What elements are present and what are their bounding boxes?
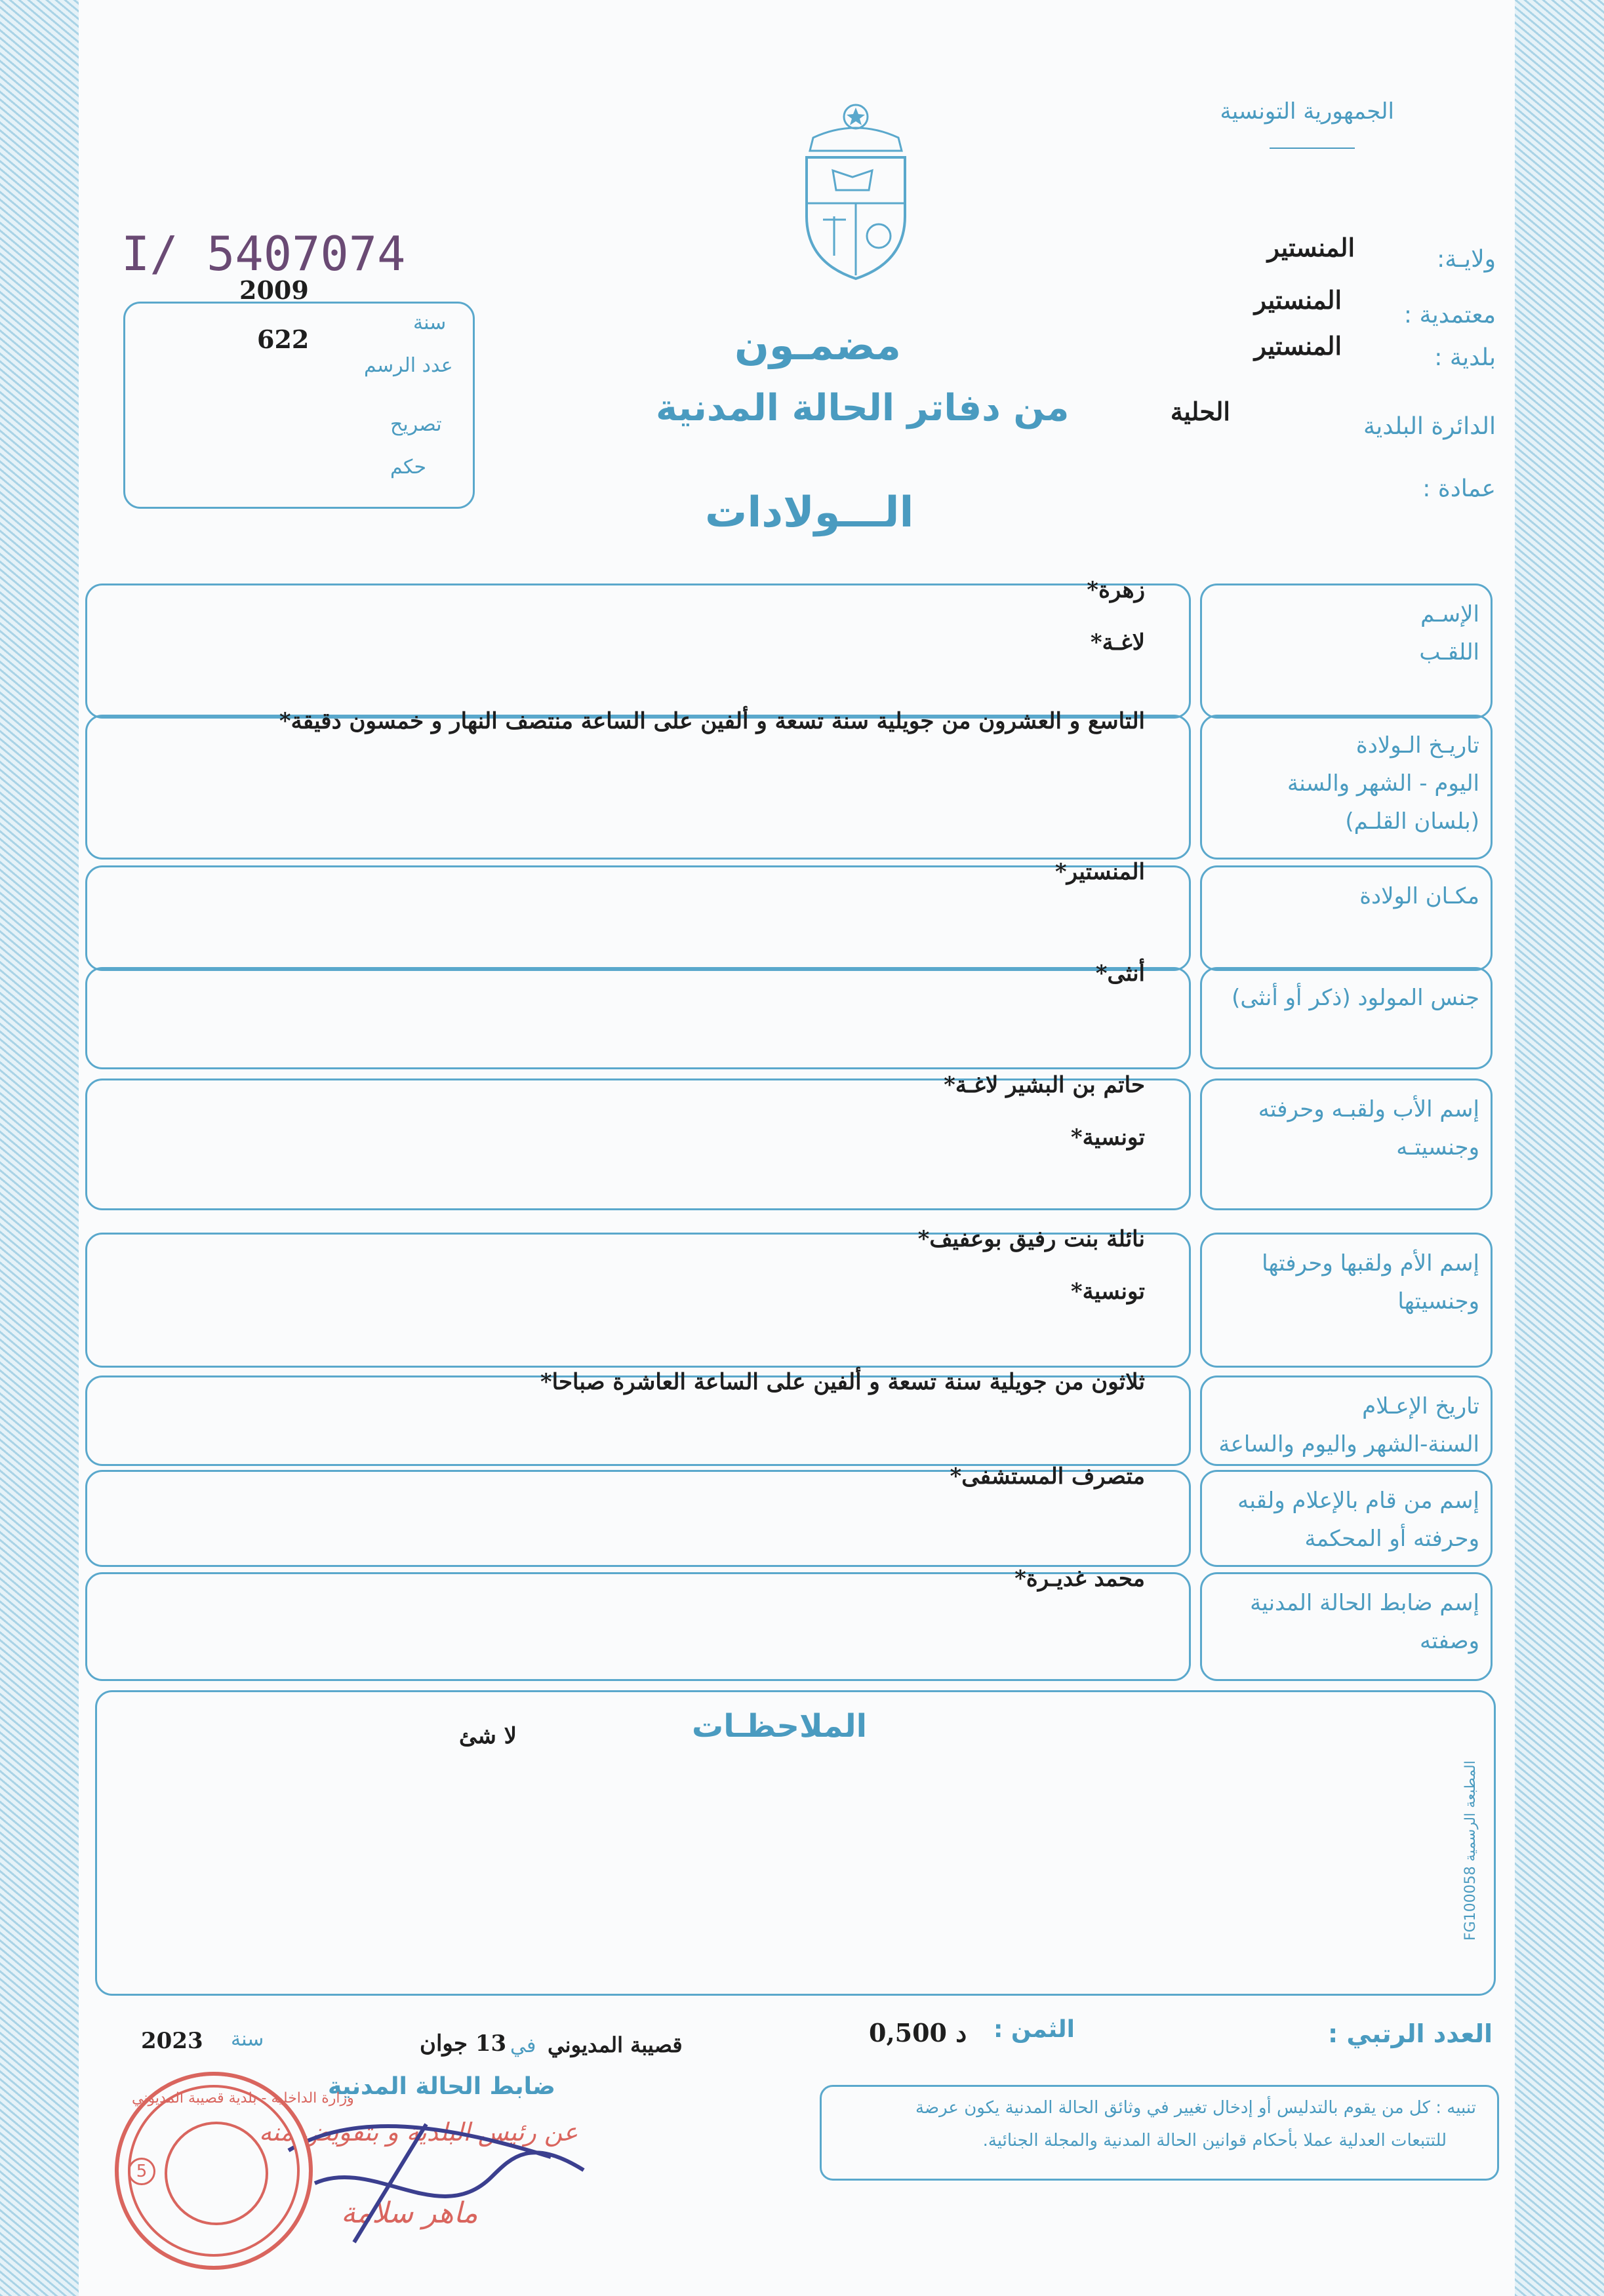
registry-number-label: عدد الرسم [364,354,453,377]
field-label [1211,1584,1479,1660]
field-label-line: إسم ضابط الحالة المدنية [1250,1590,1479,1616]
issue-date: 13 جوان [420,2030,507,2057]
field-label-line: اليوم - الشهر والسنة [1287,770,1479,797]
guilloche-border-left [0,0,92,2296]
serial-number: I/ 5407074 [121,226,406,281]
district-label: الدائرة البلدية [1363,413,1496,440]
field-value [96,1356,1145,1408]
stamp-text: وزارة الداخلية - بلدية قصيبة المديوني [132,2090,354,2107]
field-label [1211,1387,1479,1463]
registry-year-value: 2009 [239,275,309,305]
field-value [96,564,1145,669]
registry-number-value: 622 [257,325,310,354]
omda-label: عمادة : [1422,475,1496,502]
official-stamp [115,2072,354,2270]
field-label-line: وحرفته أو المحكمة [1304,1526,1479,1552]
field-value-line: حاتم بن البشير لاغـة* [944,1072,1145,1098]
officer-title: ضابط الحالة المدنية [328,2073,555,2100]
issue-year-value: 2023 [141,2028,203,2054]
warning-line-2: للتتبعات العدلية عملا بأحكام قوانين الحالة المدنية والمجلة الجنائية. [982,2131,1447,2150]
field-value-line: تونسية* [1070,1278,1145,1305]
field-label-line: مكـان الولادة [1359,883,1479,909]
field-value-line: أنثى* [1095,960,1145,987]
field-value-line: لاغـة* [1090,629,1145,656]
field-label-line: اللقـب [1419,639,1479,665]
price-label: الثمن : [993,2016,1075,2043]
republic-underline [1270,148,1355,149]
order-number-label: العدد الرتبي : [1327,2019,1493,2048]
guilloche-border-right [1506,0,1604,2296]
warning-line-1: تنبيه : كل من يقوم بالتدليس أو إدخال تغيير في وثائق الحالة المدنية يكون عرضة [915,2098,1476,2118]
field-value-line: زهرة* [1087,577,1145,603]
field-label [1211,1482,1479,1558]
remarks-value: لا شئ [459,1723,517,1749]
printer-mark: المطبعة الرسمية FG100058 [1462,1760,1479,1941]
signature-icon [275,2098,603,2249]
municipality-label: بلدية : [1434,344,1496,371]
issue-year-label: سنة [231,2028,264,2051]
district-value: الحلية [1170,397,1230,426]
wilaya-value: المنستير [1267,233,1355,262]
officer-delegation: عن رئيس البلدية و بتفويض منه [259,2118,578,2147]
field-value [96,1059,1145,1164]
field-value [96,1213,1145,1318]
wilaya-label: ولايـة: [1437,246,1496,273]
field-label [1211,979,1479,1017]
field-label [1211,1244,1479,1320]
delegation-value: المنستير [1254,285,1342,315]
title-extract: مضمـون [734,321,902,369]
field-label-line: وجنسيتها [1397,1288,1479,1315]
field-value-line: متصرف المستشفى* [950,1463,1145,1490]
field-label-line: تاريـخ الـولادة [1355,732,1479,759]
field-label-line: السنة-الشهر واليوم والساعة [1218,1431,1479,1457]
remarks-label: الملاحظـات [692,1708,868,1745]
field-value-line: محمد غديـرة* [1014,1566,1145,1592]
registry-judgment-label: حكم [390,456,427,479]
field-value-line: المنستير* [1054,859,1145,885]
field-label-line: (بلسان القلـم) [1345,808,1479,835]
field-label-line: جنس المولود (ذكر أو أنثى) [1232,985,1479,1011]
field-value-line: نائلة بنت رفيق بوعفيف* [917,1226,1145,1252]
field-value-line: ثلاثون من جويلية سنة تسعة و ألفين على الساعة العاشرة صباحا* [540,1369,1145,1395]
field-value [96,947,1145,1000]
field-label [1211,595,1479,671]
field-label [1211,1090,1479,1166]
municipality-value: المنستير [1254,331,1342,361]
title-births: الـــولادات [705,488,914,537]
field-value [96,846,1145,898]
price-value: 0,500 د [869,2018,967,2048]
field-value-line: التاسع و العشرون من جويلية سنة تسعة و ألفين على الساعة منتصف النهار و خمسون دقيقة* [279,708,1145,734]
field-value [96,1553,1145,1605]
field-label-line: الإسـم [1420,601,1479,627]
issue-place: قصيبة المديوني [548,2032,683,2057]
field-label-line: إسم من قام بالإعلام ولقبه [1237,1488,1479,1514]
field-value [96,1450,1145,1503]
registry-declaration-label: تصريح [390,413,442,436]
field-label-line: إسم الأم ولقبها وحرفتها [1262,1250,1479,1277]
field-label-line: إسم الأب ولقبـه وحرفته [1258,1096,1479,1122]
field-label-line: وصفته [1420,1628,1479,1654]
republic-label: الجمهورية التونسية [1220,98,1394,125]
officer-name: ماهر سلامة [341,2196,478,2230]
field-label [1211,726,1479,841]
field-value [96,695,1145,747]
field-label-line: تاريخ الإعـلام [1362,1393,1479,1419]
stamp-emblem [165,2122,268,2225]
field-label [1211,877,1479,915]
delegation-label: معتمدية : [1403,302,1496,328]
registry-year-label: سنة [413,311,447,334]
issue-in-label: في [510,2034,536,2057]
stamp-number: 5 [128,2158,155,2185]
field-label-line: وجنسيتـه [1396,1134,1479,1160]
title-civil-registry: من دفاتر الحالة المدنية [656,387,1070,429]
field-value-line: تونسية* [1070,1124,1145,1151]
coat-of-arms-icon [793,98,918,282]
